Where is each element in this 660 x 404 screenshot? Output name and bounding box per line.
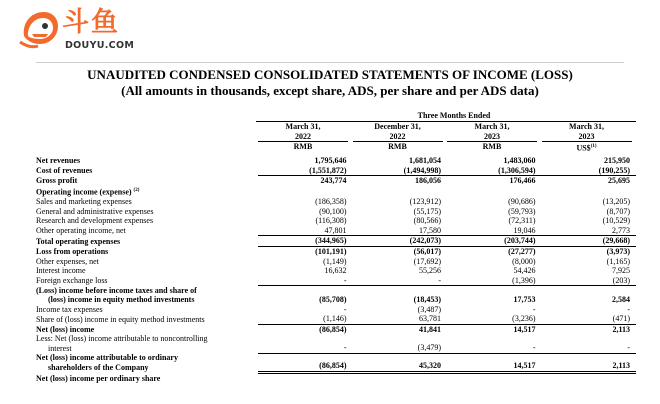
cell-value: - — [343, 304, 347, 314]
table-row — [36, 305, 636, 315]
cell-value — [447, 186, 542, 197]
table-row — [36, 236, 636, 247]
row-label: Other operating income, net — [36, 226, 126, 236]
cell-value: 2,113 — [542, 353, 637, 372]
cell-value — [258, 372, 353, 383]
cell-value: 14,517 — [513, 324, 536, 334]
cell-value: 17,580 — [353, 226, 448, 236]
cell-value — [542, 372, 637, 383]
column-year: 2022 — [258, 132, 348, 143]
table-row — [36, 334, 636, 353]
row-label: Income tax expenses — [36, 304, 103, 314]
statement-subtitle: (All amounts in thousands, except share, ADS, per share and per ADS data) — [121, 83, 539, 98]
cell-value: (1,396) — [447, 276, 542, 286]
column-year: 2022 — [353, 132, 443, 143]
cell-value: (101,191) — [315, 247, 347, 256]
row-label: Interest income — [36, 266, 86, 276]
cell-value: 2,773 — [542, 226, 637, 236]
row-label: Net (loss) income per ordinary share — [36, 373, 161, 383]
table-row — [36, 166, 636, 176]
table-row — [36, 257, 636, 267]
table-row — [36, 372, 636, 383]
cell-value: 2,584 — [612, 295, 630, 305]
cell-value: (1,494,998) — [353, 166, 448, 176]
table-row — [36, 207, 636, 217]
column-note: (1) — [590, 144, 597, 149]
row-label-continued: interest — [48, 343, 72, 353]
row-label: Net (loss) income — [36, 324, 95, 334]
period-header: Three Months Ended — [417, 111, 491, 120]
row-label: Share of (loss) income in equity method investments — [36, 314, 205, 324]
column-header — [447, 122, 537, 152]
column-currency: US\$$^{(1)}$ — [576, 143, 597, 153]
cell-value — [542, 186, 637, 197]
cell-value: (1,165) — [606, 256, 630, 266]
cell-value: 7,925 — [612, 266, 630, 276]
table-row — [36, 266, 636, 276]
row-label: (Loss) income before income taxes and share of (loss) income in equity method investments — [36, 285, 197, 305]
cell-value: - — [627, 304, 630, 314]
row-note: (2) — [133, 187, 140, 193]
cell-value: (59,793) — [508, 206, 536, 216]
cell-value: (471) — [542, 314, 637, 324]
column-currency: RMB — [482, 142, 502, 151]
cell-value: 2,113 — [612, 324, 630, 334]
column-date: March 31, — [285, 122, 321, 131]
cell-value: 176,466 — [509, 176, 536, 186]
cell-value: (1,146) — [258, 314, 353, 324]
row-label: Sales and marketing expenses — [36, 197, 132, 207]
row-label: Cost of revenues — [36, 166, 93, 176]
row-label: Total operating expenses — [36, 236, 121, 246]
cell-value: 186,056 — [415, 176, 441, 186]
income-statement-table — [36, 156, 636, 383]
column-date: March 31, — [569, 122, 604, 131]
cell-value: (3,973) — [606, 247, 630, 256]
cell-value: 1,795,646 — [314, 156, 347, 165]
cell-value: 14,517 — [447, 353, 542, 372]
column-header — [353, 122, 443, 152]
cell-value: - — [258, 334, 353, 353]
table-row — [36, 226, 636, 236]
cell-value: (90,100) — [319, 206, 347, 216]
cell-value: (186,358) — [315, 197, 347, 207]
row-label-continued: shareholders of the Company — [48, 362, 149, 372]
cell-value: (56,017) — [413, 247, 441, 256]
cell-value: (55,175) — [413, 206, 441, 216]
table-row — [36, 314, 636, 324]
cell-value: (344,965) — [258, 236, 353, 247]
column-year: 2023 — [447, 132, 537, 143]
table-row — [36, 186, 636, 197]
cell-value: - — [447, 334, 542, 353]
cell-value: 41,841 — [419, 324, 441, 334]
row-label: Less: Net (loss) income attributable to noncontrolling interest — [36, 334, 208, 353]
column-header — [542, 122, 632, 153]
cell-value: (18,453) — [413, 295, 441, 305]
cell-value: (17,692) — [413, 256, 441, 266]
cell-value: (190,255) — [542, 166, 637, 176]
brand-name-en: DOUYU.COM — [65, 40, 135, 51]
cell-value: (123,912) — [409, 197, 441, 207]
statement-title: UNAUDITED CONDENSED CONSOLIDATED STATEMENTS OF INCOME (LOSS) — [87, 67, 573, 82]
cell-value: (203) — [542, 276, 637, 286]
table-row — [36, 276, 636, 286]
column-date: December 31, — [374, 122, 421, 131]
cell-value: (27,277) — [508, 247, 536, 256]
cell-value: (242,073) — [353, 236, 448, 247]
cell-value: 1,681,054 — [409, 156, 441, 165]
table-row — [36, 156, 636, 166]
cell-value: (116,308) — [315, 216, 347, 226]
column-date: March 31, — [474, 122, 510, 131]
table-row — [36, 353, 636, 372]
cell-value — [353, 372, 448, 383]
cell-value: (13,205) — [602, 197, 630, 207]
cell-value: (86,854) — [319, 324, 347, 334]
table-row — [36, 216, 636, 226]
table-row — [36, 324, 636, 334]
column-currency: RMB — [293, 142, 313, 151]
cell-value — [258, 186, 353, 197]
cell-value: 55,256 — [419, 266, 441, 276]
row-label: Net (loss) income attributable to ordinary shareholders of the Company — [36, 353, 178, 372]
cell-value: 45,320 — [353, 353, 448, 372]
row-label: Foreign exchange loss — [36, 276, 108, 286]
row-label: General and administrative expenses — [36, 206, 154, 216]
cell-value: - — [542, 334, 637, 353]
header-rule — [36, 62, 624, 63]
row-label-continued: (loss) income in equity method investments — [48, 295, 195, 305]
row-label: Operating income (expense) $^{(2)}$ — [36, 187, 140, 197]
cell-value: (29,668) — [542, 236, 637, 247]
cell-value: - — [258, 276, 353, 286]
row-label: Other expenses, net — [36, 256, 99, 266]
cell-value: 16,632 — [324, 266, 347, 276]
cell-value — [447, 372, 542, 383]
cell-value: (3,479) — [353, 334, 448, 353]
cell-value: 47,801 — [258, 226, 353, 236]
cell-value — [353, 186, 448, 197]
cell-value: (3,487) — [417, 304, 441, 314]
cell-value: (10,529) — [602, 216, 630, 226]
cell-value: (8,707) — [606, 206, 630, 216]
cell-value: 215,950 — [604, 156, 630, 165]
row-label: Net revenues — [36, 156, 81, 165]
cell-value: (80,566) — [413, 216, 441, 226]
column-currency: RMB — [388, 142, 407, 151]
column-year: 2023 — [542, 132, 632, 143]
cell-value: (3,236) — [447, 314, 542, 324]
cell-value: (86,854) — [258, 353, 353, 372]
cell-value: (1,149) — [323, 256, 347, 266]
cell-value: 19,046 — [447, 226, 542, 236]
table-row — [36, 176, 636, 186]
cell-value: - — [532, 304, 536, 314]
cell-value: 243,774 — [320, 176, 347, 186]
table-row — [36, 197, 636, 207]
row-label: Loss from operations — [36, 247, 109, 256]
cell-value: 1,483,060 — [503, 156, 536, 165]
row-label: Research and development expenses — [36, 216, 154, 226]
cell-value: (1,551,872) — [258, 166, 353, 176]
cell-value: (8,000) — [512, 256, 536, 266]
cell-value: 63,781 — [353, 314, 448, 324]
cell-value: (90,686) — [508, 197, 536, 207]
cell-value: (1,306,594) — [447, 166, 542, 176]
cell-value: (85,708) — [319, 295, 347, 305]
cell-value: 54,426 — [513, 266, 536, 276]
cell-value: (203,744) — [447, 236, 542, 247]
shark-mascot-icon — [18, 6, 62, 50]
row-label: Gross profit — [36, 176, 78, 186]
brand-name-cn: 斗鱼 — [62, 7, 120, 38]
cell-value: (72,311) — [508, 216, 536, 226]
cell-value: 25,695 — [608, 176, 630, 186]
table-row — [36, 247, 636, 257]
cell-value: - — [353, 276, 448, 286]
douyu-logo — [18, 6, 168, 56]
cell-value: 17,753 — [513, 295, 536, 305]
column-header — [258, 122, 348, 152]
table-row — [36, 286, 636, 305]
